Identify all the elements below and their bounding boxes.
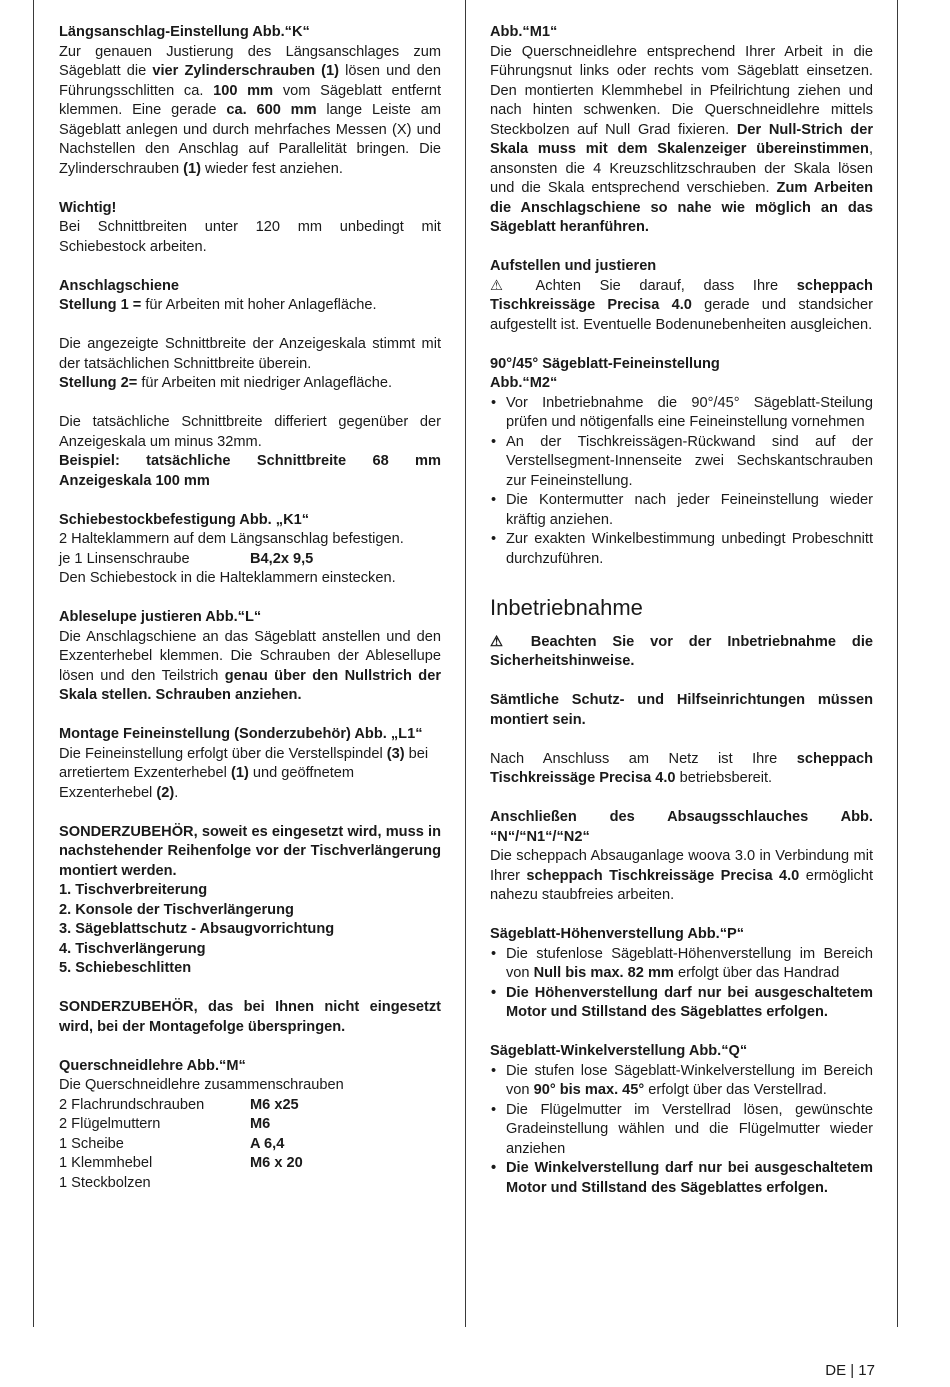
paragraph-sonderzubehoer-ueberspringen: SONDERZUBEHÖR, das bei Ihnen nicht eingesetzt wird, bei der Montagefolge überspringen. (59, 999, 441, 1035)
section-title-absaugschlauch: Anschließen des Absaugsschlauches Abb. “N“/“N1“/“N2“ (490, 809, 873, 845)
warning-triangle-icon: ⚠ (490, 633, 515, 650)
list-item-sonderzubehoer: 2. Konsole der Tischverlängerung (59, 901, 294, 918)
paragraph-beispiel: Beispiel: tatsächliche Schnittbreite 68 mm Anzeigeskala 100 mm (59, 453, 441, 489)
paragraph-ablesellupe: Die Anschlagschiene an das Sägeblatt anstellen und den Exzenterhebel klemmen. Die Schrauben der Ablesellupe lösen und den Teilstrich genau über den Nullstrich der Skala stellen. Schrauben anziehen. (59, 628, 441, 703)
right-margin-rule (897, 0, 898, 1327)
spec-row-linsenschraube: je 1 Linsenschraube B4,2x 9,5 (59, 550, 314, 567)
section-title-schiebestock: Schiebestockbefestigung Abb. „K1“ (59, 511, 310, 528)
paragraph-halteklammern: 2 Halteklammern auf dem Längsanschlag befestigen. (59, 531, 404, 547)
paragraph-feineinstellung: Die Feineinstellung erfolgt über die Verstellspindel (3) bei arretiertem Exzenterhebel (1) und geöffnetem Exzenterhebel (2). (59, 745, 429, 801)
left-column (59, 23, 441, 1193)
paragraph-sicherheitshinweise: ⚠ Beachten Sie vor der Inbetriebnahme die Sicherheitshinweise. (490, 633, 873, 669)
spec-row: 1 Klemmhebel M6 x 20 (59, 1155, 303, 1171)
paragraph-laengsanschlag: Zur genauen Justierung des Längsanschlages zum Sägeblatt die vier Zylinderschrauben (1) lösen und den Führungsschlitten ca. 100 mm vom Sägeblatt entfernt klemmen. Eine gerade ca. 600 mm lange Leiste am Sägeblatt anlegen und durch mehrfaches Messen (X) und Nachstellen den Anschlag auf Parallelität bringen. Die Zylinderschrauben (1) wieder fest anziehen. (59, 43, 441, 177)
list-item: • Die stufen lose Sägeblatt-Winkelverstellung im Bereich von 90° bis max. 45° erfolgt über das Verstellrad. (490, 1062, 873, 1101)
spec-row: 2 Flügelmuttern M6 (59, 1116, 271, 1132)
section-title-hoehenverstellung: Sägeblatt-Höhenverstellung Abb.“P“ (490, 926, 745, 942)
paragraph-querschneidlehre: Die Querschneidlehre zusammenschrauben (59, 1077, 344, 1093)
section-title-wichtig: Wichtig! (59, 199, 117, 216)
winkelverstellung-list (490, 1062, 873, 1199)
list-item: • Die Kontermutter nach jeder Feineinstellung wieder kräftig anziehen. (490, 491, 873, 530)
center-column-rule (465, 0, 466, 1327)
section-title-querschneidlehre: Querschneidlehre Abb.“M“ (59, 1057, 246, 1074)
spec-row: 1 Steckbolzen (59, 1174, 151, 1191)
paragraph-aufstellen: ⚠ Achten Sie darauf, dass Ihre scheppach Tischkreissäge Precisa 4.0 gerade und standsicher aufgestellt ist. Eventuelle Bodenunebenheiten ausgleichen. (490, 277, 873, 333)
list-item: • Die Flügelmutter im Verstellrad lösen, gewünschte Gradeinstellung wählen und die Flügelmutter wieder anziehen (490, 1101, 873, 1160)
heading-inbetriebnahme: Inbetriebnahme (490, 594, 643, 620)
list-item-sonderzubehoer: 5. Schiebeschlitten (59, 960, 192, 976)
list-item: • Die Winkelverstellung darf nur bei ausgeschaltetem Motor und Stillstand des Sägeblattes erfolgen. (490, 1159, 873, 1198)
page-number: DE | 17 (825, 1362, 875, 1379)
section-title-ablesellupe: Ableselupe justieren Abb.“L“ (59, 609, 262, 625)
paragraph-differenz: Die tatsächliche Schnittbreite differiert gegenüber der Anzeigeskala um minus 32mm. (59, 414, 441, 450)
paragraph-wichtig: Bei Schnittbreiten unter 120 mm unbedingt mit Schiebestock arbeiten. (59, 219, 441, 255)
list-item: • Die stufenlose Sägeblatt-Höhenverstellung im Bereich von Null bis max. 82 mm erfolgt über das Handrad (490, 945, 873, 984)
section-title-abb-m1: Abb.“M1“ (490, 24, 558, 40)
list-item-sonderzubehoer: 3. Sägeblattschutz - Absaugvorrichtung (59, 921, 335, 937)
section-title-anschlagschiene: Anschlagschiene (59, 277, 180, 294)
list-item-sonderzubehoer: 4. Tischverlängerung (59, 940, 206, 957)
list-item-sonderzubehoer: 1. Tischverbreiterung (59, 882, 208, 898)
section-title-winkelverstellung: Sägeblatt-Winkelverstellung Abb.“Q“ (490, 1043, 748, 1059)
section-title-feineinstellung: Montage Feineinstellung (Sonderzubehör) Abb. „L1“ (59, 726, 423, 742)
paragraph-abb-m1: Die Querschneidlehre entsprechend Ihrer Arbeit in die Führungsnut links oder rechts vom Sägeblatt einsetzen. Den montierten Klemmhebel in Pfeilrichtung ziehen und nach hinten schwenken. Die Querschneidlehre mittels Steckbolzen auf Null Grad fixieren. Der Null-Strich der Skala muss mit dem Skalenzeiger übereinstimmen, ansonsten die 4 Kreuzschlitzschrauben der Skala lösen und die Skala entsprechend verschieben. Zum Arbeiten die Anschlagschiene so nahe wie möglich an das Sägeblatt heranführen. (490, 43, 873, 235)
left-margin-rule (33, 0, 34, 1327)
paragraph-stellung-2: Stellung 2= für Arbeiten mit niedriger Anlagefläche. (59, 375, 392, 391)
feineinstellung-list (490, 394, 873, 570)
paragraph-absauganlage: Die scheppach Absauganlage woova 3.0 in Verbindung mit Ihrer scheppach Tischkreissäge Precisa 4.0 ermöglicht nahezu staubfreies arbeiten. (490, 848, 874, 903)
paragraph-anzeigeskala: Die angezeigte Schnittbreite der Anzeigeskala stimmt mit der tatsächlichen Schnittbreite überein. (59, 336, 441, 372)
list-item: • An der Tischkreissägen-Rückwand sind auf der Verstellsegment-Innenseite zwei Sechskantschrauben zur Feineinstellung. (490, 433, 873, 492)
spec-row: 2 Flachrundschrauben M6 x25 (59, 1096, 299, 1113)
right-column (490, 23, 873, 1198)
list-item: • Die Höhenverstellung darf nur bei ausgeschaltetem Motor und Stillstand des Sägeblattes erfolgen. (490, 984, 873, 1023)
section-title-aufstellen: Aufstellen und justieren (490, 258, 657, 274)
section-title-laengsanschlag: Längsanschlag-Einstellung Abb.“K“ (59, 24, 310, 40)
hoehenverstellung-list (490, 945, 873, 1023)
list-item: • Vor Inbetriebnahme die 90°/45° Sägeblatt-Steilung prüfen und nötigenfalls eine Feineinstellung vornehmen (490, 394, 873, 433)
paragraph-schutzeinrichtungen: Sämtliche Schutz- und Hilfseinrichtungen müssen montiert sein. (490, 692, 873, 728)
paragraph-schiebestock-einstecken: Den Schiebestock in die Halteklammern einstecken. (59, 570, 396, 586)
list-item: • Zur exakten Winkelbestimmung unbedingt Probeschnitt durchzuführen. (490, 530, 873, 569)
spec-row: 1 Scheibe A 6,4 (59, 1135, 285, 1152)
paragraph-stellung-1: Stellung 1 = für Arbeiten mit hoher Anlagefläche. (59, 297, 377, 313)
section-subtitle-abb-m2: Abb.“M2“ (490, 375, 558, 391)
warning-triangle-icon: ⚠ (490, 277, 518, 294)
paragraph-betriebsbereit: Nach Anschluss am Netz ist Ihre scheppach Tischkreissäge Precisa 4.0 betriebsbereit. (490, 750, 873, 786)
paragraph-sonderzubehoer-reihenfolge: SONDERZUBEHÖR, soweit es eingesetzt wird, muss in nachstehender Reihenfolge vor der Tischverlängerung montiert werden. (59, 823, 441, 879)
section-title-sageblatt-feineinstellung: 90°/45° Sägeblatt-Feineinstellung (490, 355, 720, 372)
